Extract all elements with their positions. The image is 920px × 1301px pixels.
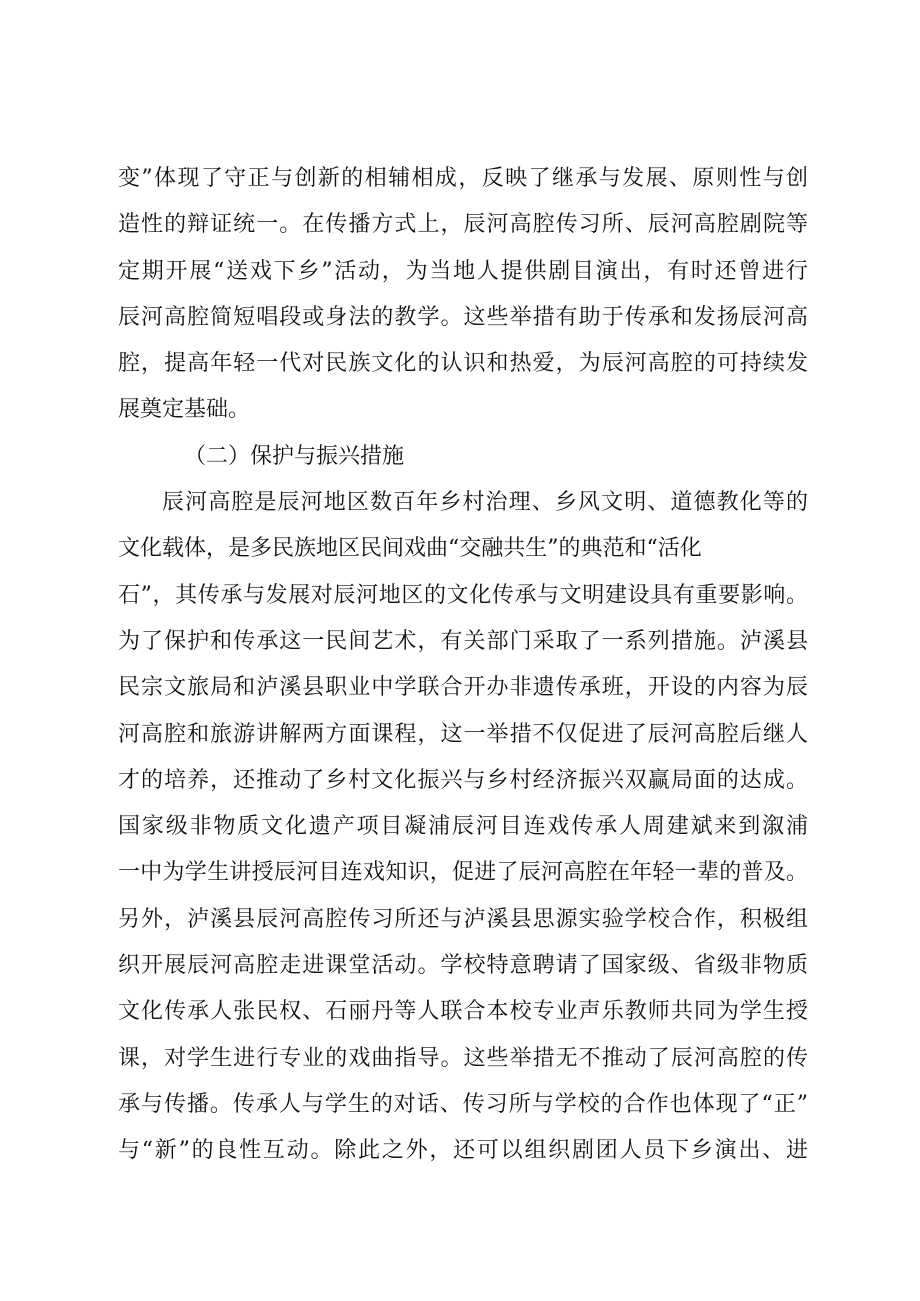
text-line: 造性的辩证统一。在传播方式上，辰河高腔传习所、辰河高腔剧院等 [118, 212, 808, 238]
text-line: 国家级非物质文化遗产项目凝浦辰河目连戏传承人周建斌来到溆浦 [118, 814, 808, 840]
document-body [118, 156, 808, 1175]
text-line: 承与传播。传承人与学生的对话、传习所与学校的合作也体现了“正” [118, 1091, 808, 1117]
text-line: 与“新”的良性互动。除此之外，还可以组织剧团人员下乡演出、进 [118, 1138, 808, 1164]
section-heading: （二）保护与振兴措施 [184, 443, 405, 469]
text-line: 文化载体，是多民族地区民间戏曲“交融共生”的典范和“活化 [118, 536, 702, 562]
text-line: 一中为学生讲授辰河目连戏知识，促进了辰河高腔在年轻一辈的普及。 [118, 860, 808, 886]
text-line: 文化传承人张民权、石丽丹等人联合本校专业声乐教师共同为学生授 [118, 999, 808, 1025]
text-line: 展奠定基础。 [118, 397, 251, 423]
text-line: 定期开展“送戏下乡”活动，为当地人提供剧目演出，有时还曾进行 [118, 258, 808, 284]
text-line: 另外，泸溪县辰河高腔传习所还与泸溪县思源实验学校合作，积极组 [118, 906, 808, 932]
paragraph-continuation [118, 156, 808, 434]
text-line: 课，对学生进行专业的戏曲指导。这些举措无不推动了辰河高腔的传 [118, 1045, 808, 1071]
text-line: 为了保护和传承这一民间艺术，有关部门采取了一系列措施。泸溪县 [118, 628, 808, 654]
text-line: 石”，其传承与发展对辰河地区的文化传承与文明建设具有重要影响。 [118, 582, 808, 608]
text-line: 才的培养，还推动了乡村文化振兴与乡村经济振兴双赢局面的达成。 [118, 767, 808, 793]
text-line: 民宗文旅局和泸溪县职业中学联合开办非遗传承班，开设的内容为辰 [118, 675, 808, 701]
text-line: 织开展辰河高腔走进课堂活动。学校特意聘请了国家级、省级非物质 [118, 953, 808, 979]
text-line: 辰河高腔是辰河地区数百年乡村治理、乡风文明、道德教化等的 [162, 490, 808, 516]
text-line: 腔，提高年轻一代对民族文化的认识和热爱，为辰河高腔的可持续发 [118, 351, 808, 377]
paragraph-protection-measures [118, 480, 808, 1174]
text-line: 辰河高腔简短唱段或身法的教学。这些举措有助于传承和发扬辰河高 [118, 304, 808, 330]
text-line: 变”体现了守正与创新的相辅相成，反映了继承与发展、原则性与创 [118, 166, 808, 191]
text-line: 河高腔和旅游讲解两方面课程，这一举措不仅促进了辰河高腔后继人 [118, 721, 808, 747]
